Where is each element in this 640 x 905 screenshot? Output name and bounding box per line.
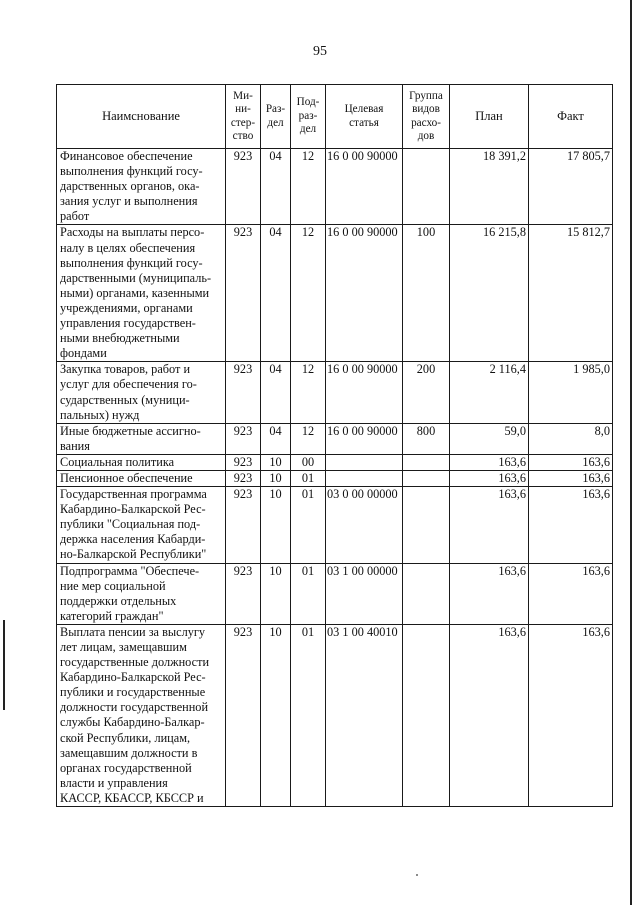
cell-group: [403, 487, 450, 563]
cell-name-line: Кабардино-Балкарской Рес-: [60, 502, 206, 517]
cell-section: 10: [261, 624, 291, 806]
table-row: [57, 225, 613, 362]
cell-fact: 163,6: [529, 454, 613, 470]
cell-name-line: органах государственной: [60, 760, 192, 775]
cell-subsection: 01: [291, 563, 326, 624]
cell-name-line: публики "Социальная под-: [60, 517, 201, 532]
cell-target: 16 0 00 90000: [326, 225, 403, 362]
cell-ministry: 923: [226, 470, 261, 486]
scan-edge-left-mark: [3, 620, 5, 710]
header-group-line: видов: [412, 103, 440, 116]
cell-subsection: 01: [291, 487, 326, 563]
header-ministry-line: ство: [232, 129, 254, 142]
cell-name-line: Закупка товаров, работ и: [60, 362, 191, 377]
header-target-line: статья: [349, 116, 379, 129]
cell-plan: 163,6: [450, 487, 529, 563]
cell-group: 100: [403, 225, 450, 362]
cell-subsection: 12: [291, 362, 326, 423]
cell-plan: 2 116,4: [450, 362, 529, 423]
cell-name-line: но-Балкарской Республики": [60, 547, 207, 562]
cell-group: [403, 149, 450, 225]
header-target: [326, 85, 403, 149]
cell-name-line: Кабардино-Балкарской Рес-: [60, 670, 206, 685]
cell-ministry: 923: [226, 624, 261, 806]
table-row: [57, 454, 613, 470]
cell-group: [403, 454, 450, 470]
cell-plan: 18 391,2: [450, 149, 529, 225]
cell-subsection: 12: [291, 149, 326, 225]
cell-name-line: Расходы на выплаты персо-: [60, 225, 205, 240]
cell-plan: 163,6: [450, 454, 529, 470]
header-row: [57, 85, 613, 149]
header-group-line: дов: [417, 129, 435, 142]
cell-subsection: 12: [291, 423, 326, 454]
cell-target: [326, 470, 403, 486]
header-group: [403, 85, 450, 149]
table-row: [57, 470, 613, 486]
page-number: 95: [313, 44, 327, 59]
cell-fact: 163,6: [529, 624, 613, 806]
cell-name-line: дарственных органов, ока-: [60, 179, 200, 194]
cell-name-line: держка населения Кабарди-: [60, 532, 206, 547]
cell-name: [57, 225, 226, 362]
cell-plan: 163,6: [450, 563, 529, 624]
cell-name-line: ными) органами, казенными: [60, 285, 210, 300]
cell-target: 03 1 00 40010: [326, 624, 403, 806]
header-ministry-line: Ми-: [233, 89, 253, 102]
cell-name: [57, 423, 226, 454]
header-name: Наимснование: [57, 85, 226, 149]
cell-plan: 163,6: [450, 624, 529, 806]
header-section-line: дел: [267, 116, 284, 129]
header-subsection-line: раз-: [298, 109, 318, 122]
cell-group: [403, 563, 450, 624]
cell-name-line: категорий граждан": [60, 608, 164, 623]
cell-section: 04: [261, 149, 291, 225]
header-subsection-line: Под-: [296, 96, 320, 109]
cell-ministry: 923: [226, 454, 261, 470]
scan-edge-right: [630, 0, 632, 905]
cell-name-line: налу в целях обеспечения: [60, 240, 196, 255]
cell-name-line: замещавшим должности в: [60, 745, 198, 760]
cell-fact: 8,0: [529, 423, 613, 454]
cell-name-line: управления государствен-: [60, 316, 196, 331]
header-group-line: Группа: [409, 89, 443, 102]
cell-name-line: лет лицам, замещавшим: [60, 640, 187, 654]
cell-name: [57, 470, 226, 486]
cell-name-line: выполнения функций госу-: [60, 255, 203, 270]
cell-name-line: Финансовое обеспечение: [60, 149, 193, 163]
cell-name: [57, 487, 226, 563]
cell-subsection: 01: [291, 470, 326, 486]
cell-plan: 59,0: [450, 423, 529, 454]
cell-name-line: ской Республики, лицам,: [60, 730, 191, 745]
cell-group: 200: [403, 362, 450, 423]
cell-name-line: ными внебюджетными: [60, 331, 180, 346]
header-ministry-line: ни-: [235, 103, 251, 116]
cell-fact: 1 985,0: [529, 362, 613, 423]
cell-name-line: сударственных (муници-: [60, 392, 190, 407]
cell-name-line: дарственными (муниципаль-: [60, 270, 212, 285]
cell-fact: 17 805,7: [529, 149, 613, 225]
cell-name-line: Выплата пенсии за выслугу: [60, 624, 206, 639]
cell-subsection: 01: [291, 624, 326, 806]
cell-target: 16 0 00 90000: [326, 149, 403, 225]
cell-group: [403, 470, 450, 486]
cell-name-line: вания: [60, 438, 90, 453]
table-row: [57, 563, 613, 624]
cell-name-line: государственные должности: [60, 655, 210, 670]
cell-target: 16 0 00 90000: [326, 362, 403, 423]
table-row: [57, 624, 613, 806]
cell-ministry: 923: [226, 149, 261, 225]
header-section: [261, 85, 291, 149]
cell-section: 04: [261, 423, 291, 454]
table-row: [57, 423, 613, 454]
cell-name-line: Социальная политика: [60, 454, 175, 469]
cell-ministry: 923: [226, 362, 261, 423]
header-group-line: расхо-: [411, 116, 441, 129]
budget-table: [56, 84, 613, 807]
cell-name-line: услуг для обеспечения го-: [60, 377, 197, 392]
cell-fact: 15 812,7: [529, 225, 613, 362]
cell-name-line: выполнения функций госу-: [60, 164, 203, 179]
header-fact: Факт: [529, 85, 613, 149]
cell-name-line: работ: [60, 209, 90, 224]
cell-section: 10: [261, 470, 291, 486]
cell-target: 03 1 00 00000: [326, 563, 403, 624]
cell-section: 10: [261, 487, 291, 563]
table-row: [57, 362, 613, 423]
cell-name-line: должности государственной: [60, 700, 209, 715]
cell-name-line: Иные бюджетные ассигно-: [60, 423, 201, 438]
scan-speck: [416, 874, 418, 876]
cell-name-line: КАССР, КБАССР, КБССР и: [60, 790, 204, 805]
cell-name-line: фондами: [60, 346, 107, 361]
cell-group: 800: [403, 423, 450, 454]
cell-subsection: 12: [291, 225, 326, 362]
cell-name-line: ние мер социальной: [60, 578, 166, 593]
cell-name-line: пальных) нужд: [60, 407, 140, 422]
cell-target: [326, 454, 403, 470]
header-subsection: [291, 85, 326, 149]
header-section-line: Раз-: [265, 103, 286, 116]
cell-section: 10: [261, 454, 291, 470]
cell-fact: 163,6: [529, 487, 613, 563]
cell-ministry: 923: [226, 563, 261, 624]
header-subsection-line: дел: [299, 123, 317, 136]
table-body: [57, 149, 613, 807]
header-target-line: Целевая: [344, 103, 384, 116]
cell-name: [57, 624, 226, 806]
cell-ministry: 923: [226, 225, 261, 362]
cell-target: 03 0 00 00000: [326, 487, 403, 563]
table-row: [57, 149, 613, 225]
cell-name-line: учреждениями, органами: [60, 300, 193, 315]
cell-name-line: Подпрограмма "Обеспече-: [60, 563, 200, 578]
cell-name-line: зания услуг и выполнения: [60, 194, 198, 209]
cell-ministry: 923: [226, 423, 261, 454]
cell-plan: 16 215,8: [450, 225, 529, 362]
cell-section: 04: [261, 225, 291, 362]
cell-subsection: 00: [291, 454, 326, 470]
cell-name-line: публики и государственные: [60, 685, 206, 700]
cell-section: 10: [261, 563, 291, 624]
cell-fact: 163,6: [529, 563, 613, 624]
cell-name: [57, 149, 226, 225]
cell-name-line: поддержки отдельных: [60, 593, 177, 608]
cell-name: [57, 563, 226, 624]
cell-section: 04: [261, 362, 291, 423]
table-row: [57, 487, 613, 563]
cell-name-line: службы Кабардино-Балкар-: [60, 715, 205, 730]
cell-ministry: 923: [226, 487, 261, 563]
cell-name: [57, 362, 226, 423]
cell-target: 16 0 00 90000: [326, 423, 403, 454]
header-plan: План: [450, 85, 529, 149]
cell-plan: 163,6: [450, 470, 529, 486]
header-ministry-line: стер-: [230, 116, 256, 129]
cell-name-line: Пенсионное обеспечение: [60, 470, 193, 485]
header-ministry: [226, 85, 261, 149]
cell-name-line: Государственная программа: [60, 487, 207, 502]
cell-name: [57, 454, 226, 470]
cell-group: [403, 624, 450, 806]
cell-fact: 163,6: [529, 470, 613, 486]
cell-name-line: власти и управления: [60, 775, 168, 790]
